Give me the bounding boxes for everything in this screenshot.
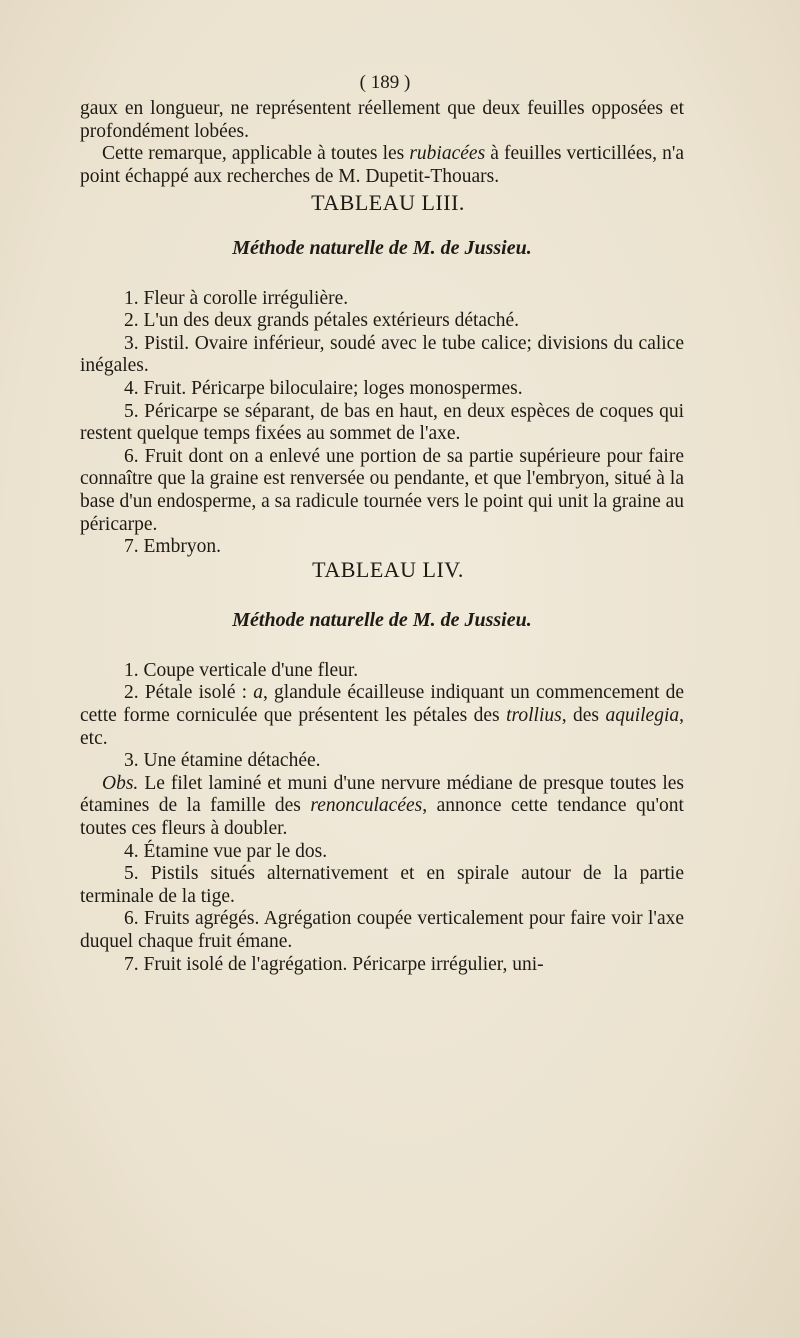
obs-text-part: Le filet laminé et muni d'une nervure médiane de presque toutes les étamines de la famille des: [80, 772, 684, 817]
item-text: Fruit dont on a enlevé une portion de sa partie supérieure pour faire connaître que la graine est renversée ou pendante, et que l'embryon, situé à la base d'un endosperme, a sa radicule tournée vers le point qui unit la graine au péricarpe.: [80, 445, 685, 535]
item-text: Fruits agrégés. Agrégation coupée verticalement pour faire voir l'axe duquel chaque fruit émane.: [80, 908, 685, 952]
item-text-part: , des: [561, 705, 606, 727]
item-text-part: , etc.: [80, 705, 684, 749]
item-number: 5.: [124, 400, 139, 422]
t53-item-6: [80, 446, 684, 536]
t54-item-1: [80, 660, 684, 683]
item-text: Une étamine détachée.: [143, 750, 321, 772]
t54-item-7: [80, 954, 684, 977]
t53-item-1: [80, 288, 684, 311]
item-number: 3.: [124, 750, 139, 772]
item-italic-letter: a: [253, 682, 263, 704]
t53-item-3: [80, 333, 684, 378]
t54-item-2: [80, 682, 684, 750]
item-text-part: Pétale isolé :: [144, 682, 254, 704]
remark-text-end: à feuilles verticillées, n'a point échappé aux recherches de M. Dupetit-Thouars.: [80, 143, 684, 187]
t53-item-5: [80, 401, 684, 446]
item-number: 7.: [124, 536, 139, 558]
t54-obs: [80, 773, 684, 841]
item-number: 2.: [124, 682, 139, 704]
item-text: Fruit isolé de l'agrégation. Péricarpe irrégulier, uni-: [143, 953, 544, 975]
item-number: 7.: [124, 953, 139, 975]
item-text: Embryon.: [143, 536, 221, 558]
item-italic-genus: aquilegia: [605, 705, 680, 727]
t53-item-2: [80, 310, 684, 333]
intro-paragraph: gaux en longueur, ne représentent réellement que deux feuilles opposées et profondément lobées.: [80, 98, 684, 142]
item-number: 2.: [124, 310, 139, 332]
remark-text-start: Cette remarque, applicable à toutes les: [102, 143, 410, 165]
page-text: [80, 72, 684, 976]
tableau-54-heading: TABLEAU LIV.: [312, 556, 464, 582]
item-text: L'un des deux grands pétales extérieurs détaché.: [143, 310, 519, 332]
item-text: Étamine vue par le dos.: [143, 840, 328, 862]
item-text-part: , glandule écailleuse indiquant un commencement de cette forme corniculée que présentent les pétales des: [80, 682, 684, 727]
item-number: 5.: [124, 863, 139, 885]
item-text: Pistil. Ovaire inférieur, soudé avec le tube calice; divisions du calice inégales.: [80, 332, 684, 377]
tableau-54-method: Méthode naturelle de M. de Jussieu.: [232, 609, 532, 632]
remark-italic-term: rubiacées: [409, 143, 486, 165]
t54-item-3: [80, 750, 684, 773]
item-number: 3.: [124, 332, 139, 354]
tableau-53-heading: TABLEAU LIII.: [311, 190, 465, 216]
t54-item-4: [80, 841, 684, 864]
item-number: 6.: [124, 445, 139, 467]
item-number: 6.: [124, 908, 139, 930]
item-text: Fruit. Péricarpe biloculaire; loges monospermes.: [143, 377, 523, 399]
t54-item-5: [80, 863, 684, 908]
t53-item-7: [80, 536, 684, 559]
item-text: Péricarpe se séparant, de bas en haut, en deux espèces de coques qui restent quelque temps fixées au sommet de l'axe.: [80, 400, 684, 445]
item-number: 1.: [124, 659, 139, 681]
page-number: ( 189 ): [359, 72, 411, 93]
item-text: Pistils situés alternativement et en spirale autour de la partie terminale de la tige.: [80, 863, 685, 907]
item-text: Coupe verticale d'une fleur.: [143, 659, 359, 681]
item-italic-genus: trollius: [506, 705, 562, 727]
obs-label: Obs.: [102, 772, 139, 794]
item-number: 1.: [124, 287, 139, 309]
t53-item-4: [80, 378, 684, 401]
item-number: 4.: [124, 840, 139, 862]
obs-text-part: , annonce cette tendance qu'ont toutes ces fleurs à doubler.: [80, 795, 684, 840]
item-text: Fleur à corolle irrégulière.: [143, 287, 349, 309]
item-number: 4.: [124, 377, 139, 399]
remark-paragraph: [80, 143, 684, 188]
t54-item-6: [80, 908, 684, 953]
tableau-53-method: Méthode naturelle de M. de Jussieu.: [232, 236, 532, 259]
obs-italic-family: renonculacées: [310, 795, 423, 817]
